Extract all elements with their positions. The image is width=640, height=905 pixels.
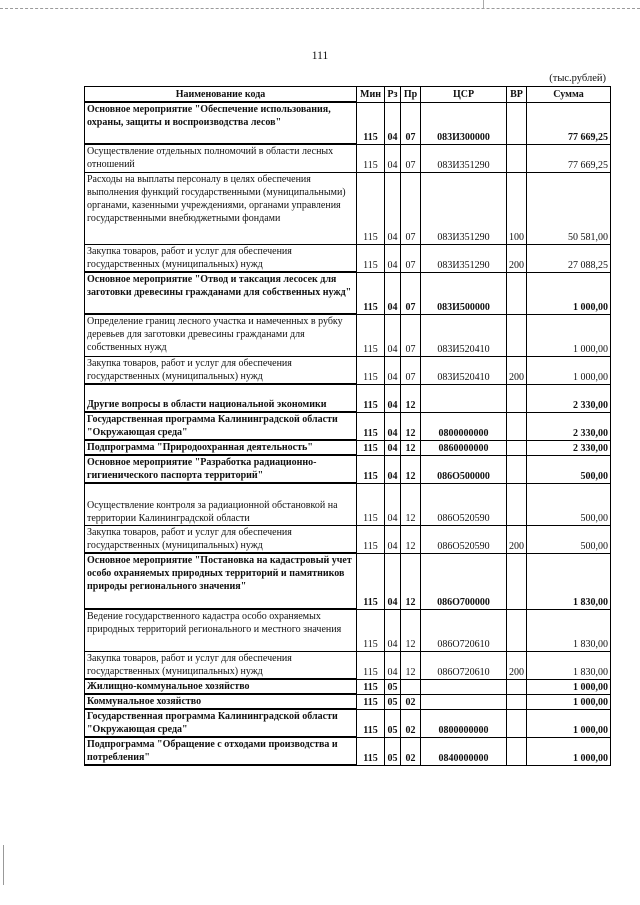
row-rz: 05 — [385, 737, 401, 765]
row-min: 115 — [357, 553, 385, 609]
row-name: Основное мероприятие "Разработка радиационно-гигиенического паспорта территорий" — [85, 455, 357, 483]
table-row — [85, 553, 611, 609]
scan-edge-mark — [483, 0, 484, 8]
row-min: 115 — [357, 384, 385, 412]
row-name: Коммунальное хозяйство — [85, 694, 357, 709]
row-name: Государственная программа Калининградской области "Окружающая среда" — [85, 709, 357, 737]
row-pr: 12 — [401, 384, 421, 412]
row-min: 115 — [357, 709, 385, 737]
table-row — [85, 172, 611, 244]
row-pr: 07 — [401, 272, 421, 314]
page-number: 111 — [311, 50, 329, 62]
row-name: Другие вопросы в области национальной экономики — [85, 384, 357, 412]
table-row — [85, 244, 611, 272]
row-min: 115 — [357, 679, 385, 694]
row-vr — [507, 709, 527, 737]
row-pr: 07 — [401, 356, 421, 384]
row-min: 115 — [357, 525, 385, 553]
row-pr: 02 — [401, 709, 421, 737]
row-min: 115 — [357, 440, 385, 455]
row-min: 115 — [357, 356, 385, 384]
row-pr: 02 — [401, 694, 421, 709]
row-vr: 200 — [507, 525, 527, 553]
row-pr: 12 — [401, 440, 421, 455]
row-sum: 1 000,00 — [527, 272, 611, 314]
header-csr: ЦСР — [421, 87, 507, 103]
row-min: 115 — [357, 483, 385, 525]
header-min: Мин — [357, 87, 385, 103]
row-csr: 083И500000 — [421, 272, 507, 314]
table-row — [85, 737, 611, 765]
row-rz: 04 — [385, 172, 401, 244]
table-row — [85, 679, 611, 694]
row-csr — [421, 384, 507, 412]
row-min: 115 — [357, 412, 385, 440]
row-pr: 07 — [401, 102, 421, 144]
row-sum: 500,00 — [527, 483, 611, 525]
row-rz: 04 — [385, 553, 401, 609]
row-sum: 1 000,00 — [527, 737, 611, 765]
table-row — [85, 356, 611, 384]
row-rz: 04 — [385, 455, 401, 483]
row-pr: 12 — [401, 455, 421, 483]
scan-edge-line — [0, 8, 640, 9]
row-rz: 04 — [385, 144, 401, 172]
row-min: 115 — [357, 737, 385, 765]
header-vr: ВР — [507, 87, 527, 103]
row-rz: 04 — [385, 440, 401, 455]
header-sum: Сумма — [527, 87, 611, 103]
row-name: Жилищно-коммунальное хозяйство — [85, 679, 357, 694]
row-rz: 04 — [385, 356, 401, 384]
row-sum: 50 581,00 — [527, 172, 611, 244]
table-row — [85, 483, 611, 525]
row-vr: 200 — [507, 651, 527, 679]
row-sum: 77 669,25 — [527, 144, 611, 172]
table-row — [85, 651, 611, 679]
table-row — [85, 272, 611, 314]
row-csr: 083И351290 — [421, 144, 507, 172]
row-pr: 07 — [401, 172, 421, 244]
table-row — [85, 694, 611, 709]
row-pr: 07 — [401, 144, 421, 172]
header-name: Наименование кода — [85, 87, 357, 103]
row-min: 115 — [357, 272, 385, 314]
row-csr: 083И520410 — [421, 314, 507, 356]
row-csr: 0800000000 — [421, 709, 507, 737]
row-pr: 12 — [401, 412, 421, 440]
row-vr — [507, 737, 527, 765]
row-vr: 200 — [507, 356, 527, 384]
table-row — [85, 412, 611, 440]
row-vr: 200 — [507, 244, 527, 272]
row-vr — [507, 694, 527, 709]
row-sum: 2 330,00 — [527, 412, 611, 440]
row-min: 115 — [357, 651, 385, 679]
row-name: Расходы на выплаты персоналу в целях обеспечения выполнения функций государственными (муниципальными) органами, казенными учреждениями, органами управления государственными внебюджетными фондами — [85, 172, 357, 244]
row-name: Основное мероприятие "Отвод и таксация лесосек для заготовки древесины гражданами для собственных нужд" — [85, 272, 357, 314]
header-pr: Пр — [401, 87, 421, 103]
row-rz: 04 — [385, 412, 401, 440]
row-vr: 100 — [507, 172, 527, 244]
row-name: Ведение государственного кадастра особо охраняемых природных территорий регионального и местного значения — [85, 609, 357, 651]
units-label: (тыс.рублей) — [549, 73, 606, 84]
row-csr: 086O700000 — [421, 553, 507, 609]
row-min: 115 — [357, 694, 385, 709]
header-rz: Рз — [385, 87, 401, 103]
row-pr: 02 — [401, 737, 421, 765]
row-min: 115 — [357, 244, 385, 272]
table-row — [85, 102, 611, 144]
row-vr — [507, 455, 527, 483]
row-csr: 0860000000 — [421, 440, 507, 455]
row-rz: 04 — [385, 525, 401, 553]
row-name: Закупка товаров, работ и услуг для обеспечения государственных (муниципальных) нужд — [85, 356, 357, 384]
row-pr: 07 — [401, 314, 421, 356]
row-rz: 04 — [385, 314, 401, 356]
row-vr — [507, 679, 527, 694]
table-row — [85, 384, 611, 412]
row-rz: 04 — [385, 102, 401, 144]
row-csr: 083И351290 — [421, 172, 507, 244]
table-row — [85, 440, 611, 455]
row-sum: 1 830,00 — [527, 651, 611, 679]
row-sum: 1 000,00 — [527, 314, 611, 356]
row-vr — [507, 272, 527, 314]
row-vr — [507, 440, 527, 455]
row-name: Закупка товаров, работ и услуг для обеспечения государственных (муниципальных) нужд — [85, 525, 357, 553]
row-min: 115 — [357, 144, 385, 172]
row-sum: 1 000,00 — [527, 709, 611, 737]
row-pr — [401, 679, 421, 694]
row-csr — [421, 679, 507, 694]
row-sum: 27 088,25 — [527, 244, 611, 272]
row-sum: 2 330,00 — [527, 440, 611, 455]
scan-margin-mark — [3, 845, 4, 885]
row-sum: 1 000,00 — [527, 356, 611, 384]
row-csr: 086O520590 — [421, 483, 507, 525]
row-min: 115 — [357, 102, 385, 144]
row-sum: 1 830,00 — [527, 553, 611, 609]
row-vr — [507, 412, 527, 440]
row-name: Закупка товаров, работ и услуг для обеспечения государственных (муниципальных) нужд — [85, 244, 357, 272]
row-name: Определение границ лесного участка и намеченных в рубку деревьев для заготовки древесины гражданами для собственных нужд — [85, 314, 357, 356]
row-min: 115 — [357, 172, 385, 244]
row-sum: 77 669,25 — [527, 102, 611, 144]
table-row — [85, 709, 611, 737]
table-row — [85, 314, 611, 356]
row-vr — [507, 553, 527, 609]
row-csr: 086O520590 — [421, 525, 507, 553]
row-name: Осуществление контроля за радиационной обстановкой на территории Калининградской области — [85, 483, 357, 525]
row-vr — [507, 609, 527, 651]
row-min: 115 — [357, 314, 385, 356]
row-rz: 04 — [385, 272, 401, 314]
row-vr — [507, 102, 527, 144]
table-row — [85, 609, 611, 651]
row-pr: 12 — [401, 553, 421, 609]
row-rz: 05 — [385, 679, 401, 694]
row-csr: 083И351290 — [421, 244, 507, 272]
row-rz: 04 — [385, 483, 401, 525]
row-vr — [507, 144, 527, 172]
row-rz: 04 — [385, 244, 401, 272]
row-sum: 1 000,00 — [527, 679, 611, 694]
row-name: Осуществление отдельных полномочий в области лесных отношений — [85, 144, 357, 172]
row-name: Государственная программа Калининградской области "Окружающая среда" — [85, 412, 357, 440]
row-min: 115 — [357, 609, 385, 651]
row-sum: 1 000,00 — [527, 694, 611, 709]
row-pr: 12 — [401, 609, 421, 651]
row-csr: 0800000000 — [421, 412, 507, 440]
row-csr: 086O720610 — [421, 651, 507, 679]
row-sum: 2 330,00 — [527, 384, 611, 412]
row-csr: 083И300000 — [421, 102, 507, 144]
row-sum: 500,00 — [527, 525, 611, 553]
table-row — [85, 525, 611, 553]
row-name: Подпрограмма "Обращение с отходами производства и потребления" — [85, 737, 357, 765]
row-csr: 0840000000 — [421, 737, 507, 765]
row-min: 115 — [357, 455, 385, 483]
row-vr — [507, 314, 527, 356]
row-vr — [507, 483, 527, 525]
row-rz: 04 — [385, 609, 401, 651]
row-name: Закупка товаров, работ и услуг для обеспечения государственных (муниципальных) нужд — [85, 651, 357, 679]
row-pr: 12 — [401, 483, 421, 525]
table-header-row — [85, 87, 611, 103]
row-rz: 05 — [385, 709, 401, 737]
row-sum: 1 830,00 — [527, 609, 611, 651]
row-name: Подпрограмма "Природоохранная деятельность" — [85, 440, 357, 455]
row-name: Основное мероприятие "Постановка на кадастровый учет особо охраняемых природных территорий и памятников природы регионального значения" — [85, 553, 357, 609]
row-csr: 086O500000 — [421, 455, 507, 483]
row-name: Основное мероприятие "Обеспечение использования, охраны, защиты и воспроизводства лесов" — [85, 102, 357, 144]
row-csr — [421, 694, 507, 709]
row-csr: 083И520410 — [421, 356, 507, 384]
table-row — [85, 144, 611, 172]
row-pr: 12 — [401, 651, 421, 679]
row-rz: 05 — [385, 694, 401, 709]
row-pr: 12 — [401, 525, 421, 553]
row-sum: 500,00 — [527, 455, 611, 483]
row-rz: 04 — [385, 384, 401, 412]
table-row — [85, 455, 611, 483]
row-rz: 04 — [385, 651, 401, 679]
row-csr: 086O720610 — [421, 609, 507, 651]
budget-table — [84, 86, 611, 766]
row-vr — [507, 384, 527, 412]
row-pr: 07 — [401, 244, 421, 272]
